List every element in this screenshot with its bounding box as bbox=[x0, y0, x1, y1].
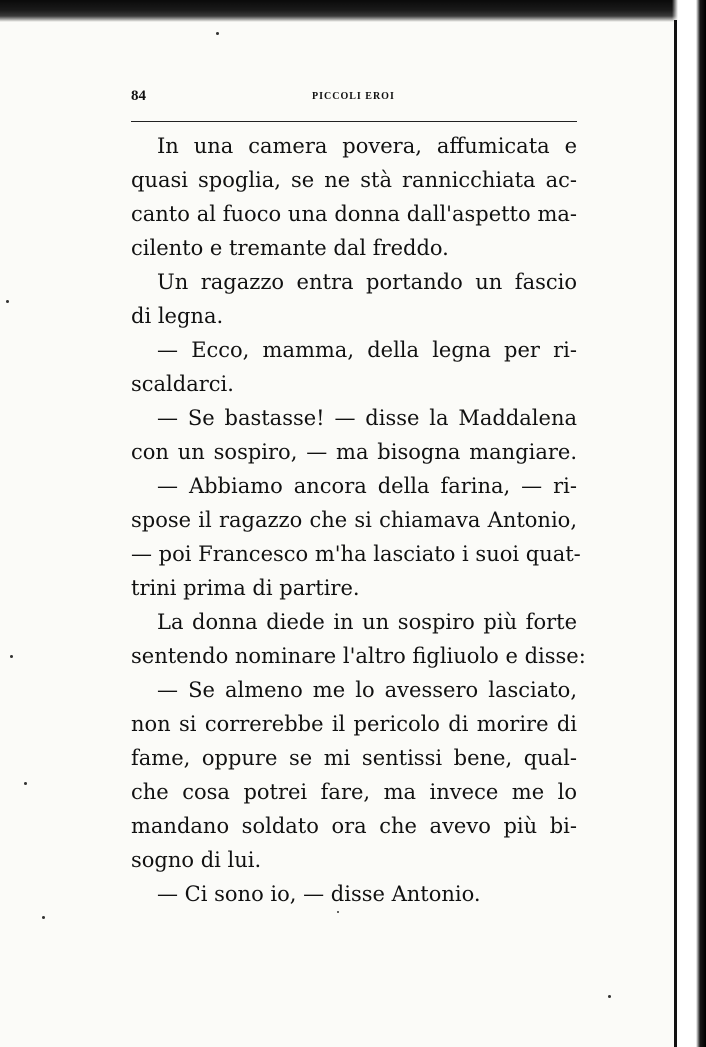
text-line: mandano soldato ora che avevo più bi- bbox=[131, 814, 577, 838]
scan-speck bbox=[10, 655, 13, 658]
text-line: In una camera povera, affumicata e bbox=[157, 134, 577, 158]
text-line: sogno di lui. bbox=[131, 848, 262, 872]
scan-speck bbox=[6, 300, 9, 303]
running-title: PICCOLI EROI bbox=[312, 91, 395, 102]
text-line: cilento e tremante dal freddo. bbox=[131, 236, 449, 260]
text-line: quasi spoglia, se ne stà rannicchiata ac- bbox=[131, 168, 577, 192]
text-line: trini prima di partire. bbox=[131, 576, 360, 600]
body-text bbox=[131, 129, 586, 911]
text-line: canto al fuoco una donna dall'aspetto ma- bbox=[131, 202, 577, 226]
scan-speck bbox=[337, 911, 339, 913]
running-head bbox=[131, 88, 577, 112]
text-line: non si correrebbe il pericolo di morire di bbox=[131, 712, 577, 736]
text-line: sentendo nominare l'altro figliuolo e disse: bbox=[131, 644, 586, 668]
text-line: spose il ragazzo che si chiamava Antonio, bbox=[131, 508, 577, 532]
text-line: con un sospiro, — ma bisogna mangiare. bbox=[131, 440, 577, 464]
text-line: di legna. bbox=[131, 304, 224, 328]
text-line: fame, oppure se mi sentissi bene, qual- bbox=[131, 746, 577, 770]
page-binding-shadow bbox=[674, 20, 677, 1047]
page-number: 84 bbox=[131, 88, 146, 104]
scan-speck bbox=[608, 995, 611, 998]
text-line: Un ragazzo entra portando un fascio bbox=[157, 270, 577, 294]
text-line: — Ecco, mamma, della legna per ri- bbox=[157, 338, 577, 362]
text-line: — Se bastasse! — disse la Maddalena bbox=[157, 406, 577, 430]
scan-speck bbox=[216, 32, 219, 35]
text-line: — Abbiamo ancora della farina, — ri- bbox=[157, 474, 577, 498]
text-line: — Se almeno me lo avessero lasciato, bbox=[157, 678, 577, 702]
header-rule bbox=[131, 121, 577, 122]
scan-speck bbox=[42, 916, 45, 919]
scan-edge-right bbox=[672, 0, 706, 1047]
text-line: — Ci sono io, — disse Antonio. bbox=[157, 882, 481, 906]
text-line: — poi Francesco m'ha lasciato i suoi quat- bbox=[131, 542, 581, 566]
text-line: La donna diede in un sospiro più forte bbox=[157, 610, 577, 634]
text-line: scaldarci. bbox=[131, 372, 234, 396]
text-line: che cosa potrei fare, ma invece me lo bbox=[131, 780, 577, 804]
scan-speck bbox=[24, 782, 27, 785]
scan-edge-top bbox=[0, 0, 706, 22]
